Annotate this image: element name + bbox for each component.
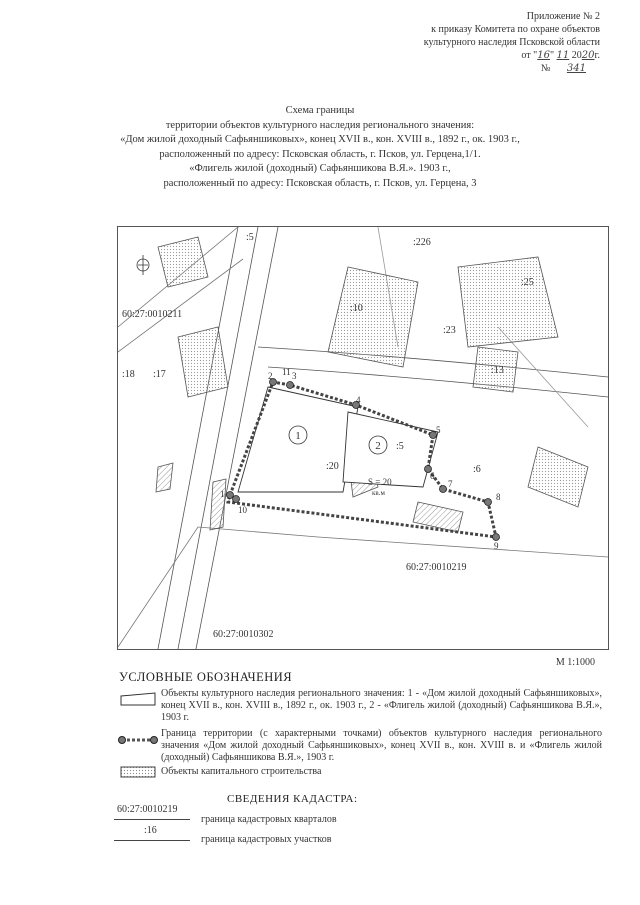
parcel-label: :5	[246, 232, 254, 243]
quarter-label: 60:27:0010219	[406, 562, 467, 573]
svg-text:11: 11	[282, 367, 291, 377]
legend-text-buildings: Объекты капитального строительства	[161, 766, 322, 777]
parcel-label: :23	[443, 325, 456, 336]
appendix-number: № 341	[424, 62, 600, 75]
svg-text:6: 6	[430, 471, 435, 481]
svg-text:2: 2	[268, 371, 273, 381]
svg-text:8: 8	[496, 492, 501, 502]
appendix-date: от "16" 11 2020г.	[521, 50, 600, 61]
quarter-label: 60:27:0010211	[122, 309, 183, 320]
parcel-label: :13	[491, 365, 504, 376]
quarter-label: 60:27:0010302	[213, 629, 274, 640]
parcel-label: :226	[413, 237, 431, 248]
legend-text-boundary: Граница территории (с характерными точками) объектов культурного наследия регионального значения «Дом жилой доходный Сафьяншиковых», конец XVII в., кон. XVIII в. и «Флигель жилой (доходный) Сафьяншикова В.Я.», 1903 г.	[161, 728, 602, 763]
area-label: S = 20	[368, 477, 392, 487]
title-line5: «Флигель жилой (доходный) Сафьяншикова В.Я.». 1903 г.,	[189, 163, 451, 174]
north-arrow-icon	[137, 255, 149, 275]
boundary-map	[117, 226, 609, 650]
svg-text:9: 9	[494, 541, 499, 551]
cadastre-quarter-desc: граница кадастровых кварталов	[201, 814, 337, 825]
legend-title: УСЛОВНЫЕ ОБОЗНАЧЕНИЯ	[119, 670, 293, 684]
title-line4: расположенный по адресу: Псковская область, г. Псков, ул. Герцена,1/1.	[159, 148, 481, 160]
heritage-objects	[238, 387, 438, 492]
map-scale: М 1:1000	[555, 657, 595, 668]
legend-item-heritage	[116, 688, 602, 726]
svg-text:1: 1	[220, 489, 225, 499]
legend-item-boundary	[116, 728, 602, 766]
svg-text:10: 10	[238, 505, 247, 515]
title-line2: территории объектов культурного наследия регионального значения:	[165, 119, 475, 131]
order-number: 341	[566, 63, 586, 74]
object-number: 2	[375, 440, 381, 452]
parcel-label: :6	[473, 464, 481, 475]
object-number: 1	[295, 430, 301, 442]
appendix-line2: к приказу Комитета по охране объектов	[431, 24, 600, 35]
parcel-label: :25	[521, 277, 534, 288]
date-month: 11	[556, 50, 570, 61]
title-line3: «Дом жилой доходный Сафьяншиковых», конец XVII в., кон. XVIII в., 1892 г., ок. 1903 г.,	[120, 134, 520, 145]
title-line1: Схема границы	[285, 105, 355, 116]
scheme-title	[0, 104, 640, 191]
svg-text:7: 7	[448, 479, 453, 489]
area-unit-label: кв.м	[372, 489, 385, 497]
parcel-label: :17	[153, 369, 166, 380]
cadastre-parcel-desc: граница кадастровых участков	[201, 834, 332, 845]
parcel-label: :5	[396, 441, 404, 452]
appendix-line1: Приложение № 2	[526, 11, 600, 22]
svg-text:5: 5	[436, 425, 441, 435]
legend-item-buildings	[116, 765, 602, 781]
svg-text:4: 4	[356, 395, 361, 405]
parcel-label: :10	[350, 303, 363, 314]
legend-text-heritage: Объекты культурного наследия регионального значения: 1 - «Дом жилой доходный Сафьяншиковых», конец XVII в., кон. XVIII в., 1892 г., ок. 1903 г., 2 - «Флигель жилой (доходный) Сафьяншикова В.Я.», 1903 г.	[161, 688, 602, 723]
cadastre-quarter-number: 60:27:0010219	[117, 804, 178, 815]
date-year: 20	[581, 50, 595, 61]
parcel-label: :18	[122, 369, 135, 380]
cadastre-parcel-number: :16	[144, 825, 157, 836]
title-line6: расположенный по адресу: Псковская область, г. Псков, ул. Герцена, 3	[163, 177, 477, 189]
svg-text:3: 3	[292, 371, 297, 381]
cadastre-parcel-line	[114, 840, 190, 841]
parcel-label: :20	[326, 461, 339, 472]
cadastre-quarter-line	[114, 819, 190, 820]
date-day: 16	[537, 50, 550, 61]
appendix-line3: культурного наследия Псковской области	[423, 37, 600, 48]
cadastre-title: СВЕДЕНИЯ КАДАСТРА:	[227, 793, 358, 805]
appendix-header	[424, 10, 600, 75]
